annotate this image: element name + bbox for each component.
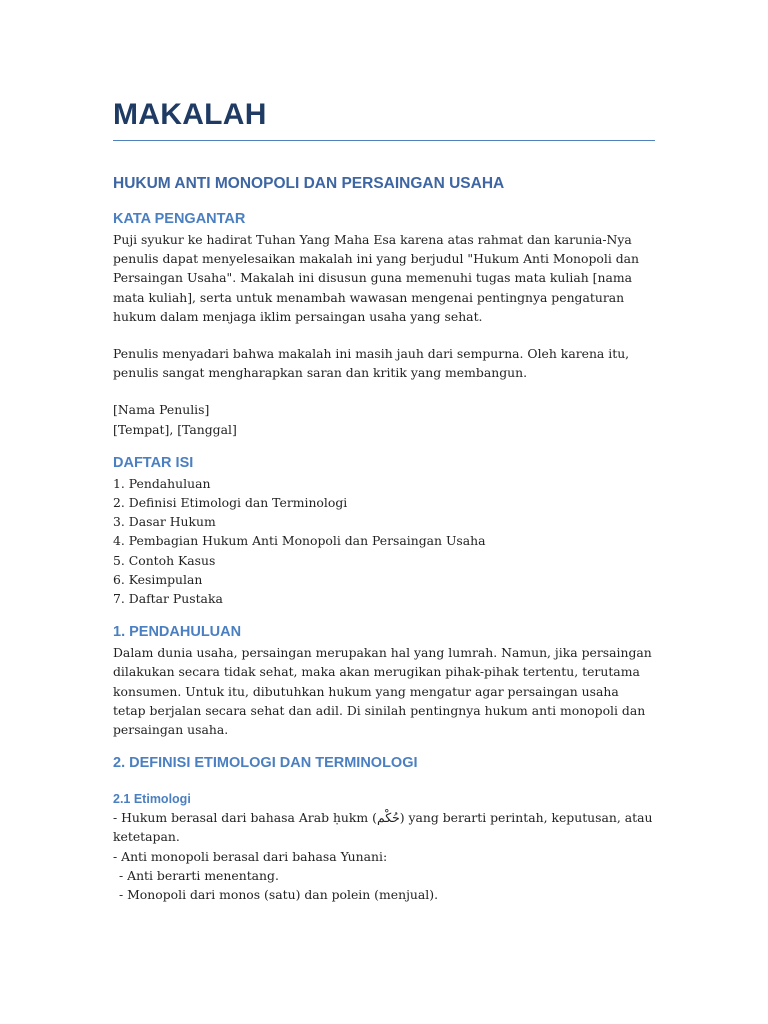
etimologi-line-monopoli: - Monopoli dari monos (satu) dan polein (menjual). [119, 887, 439, 903]
etimologi-line-hukum: - Hukum berasal dari bahasa Arab ḥukm (حُكْم) yang berarti perintah, keputusan, atau ketetapan. [113, 810, 653, 845]
paragraph-kata-pengantar-2: Penulis menyadari bahwa makalah ini masih jauh dari sempurna. Oleh karena itu, penulis sangat mengharapkan saran dan kritik yang membangun. [113, 346, 630, 381]
document-page [113, 96, 655, 904]
toc-item: 7. Daftar Pustaka [113, 591, 223, 607]
document-subtitle: HUKUM ANTI MONOPOLI DAN PERSAINGAN USAHA [113, 175, 505, 192]
paragraph-kata-pengantar-1: Puji syukur ke hadirat Tuhan Yang Maha Esa karena atas rahmat dan karunia-Nya penulis dapat menyelesaikan makalah ini yang berjudul "Hukum Anti Monopoli dan Persaingan Usaha". Makalah ini disusun guna memenuhi tugas mata kuliah [nama mata kuliah], serta untuk menambah wawasan mengenai pentingnya pengaturan hukum dalam menjaga iklim persaingan usaha yang sehat. [113, 232, 640, 324]
toc-item: 2. Definisi Etimologi dan Terminologi [113, 495, 348, 511]
etimologi-line-anti: - Anti berarti menentang. [119, 867, 279, 883]
toc-item: 5. Contoh Kasus [113, 552, 216, 568]
toc-item: 4. Pembagian Hukum Anti Monopoli dan Persaingan Usaha [113, 533, 486, 549]
toc-item: 6. Kesimpulan [113, 571, 203, 587]
table-of-contents-list [113, 474, 655, 608]
section-kata-pengantar [113, 209, 655, 439]
author-name: [Nama Penulis] [113, 402, 210, 418]
heading-etimologi: 2.1 Etimologi [113, 792, 191, 807]
heading-definisi: 2. DEFINISI ETIMOLOGI DAN TERMINOLOGI [113, 755, 418, 772]
toc-item: 3. Dasar Hukum [113, 514, 216, 530]
section-definisi [113, 753, 655, 904]
document-title: MAKALAH [113, 96, 655, 141]
heading-kata-pengantar: KATA PENGANTAR [113, 211, 246, 227]
section-daftar-isi [113, 453, 655, 608]
toc-item: 1. Pendahuluan [113, 475, 211, 491]
section-pendahuluan [113, 622, 655, 739]
place-date: [Tempat], [Tanggal] [113, 421, 237, 437]
heading-daftar-isi: DAFTAR ISI [113, 454, 194, 471]
heading-pendahuluan: 1. PENDAHULUAN [113, 624, 242, 641]
etimologi-line-anti-monopoli: - Anti monopoli berasal dari bahasa Yunani: [113, 848, 388, 864]
paragraph-pendahuluan: Dalam dunia usaha, persaingan merupakan hal yang lumrah. Namun, jika persaingan dilakukan secara tidak sehat, maka akan merugikan pihak-pihak tertentu, terutama konsumen. Untuk itu, dibutuhkan hukum yang mengatur agar persaingan usaha tetap berjalan secara sehat dan adil. Di sinilah pentingnya hukum anti monopoli dan persaingan usaha. [113, 645, 652, 738]
